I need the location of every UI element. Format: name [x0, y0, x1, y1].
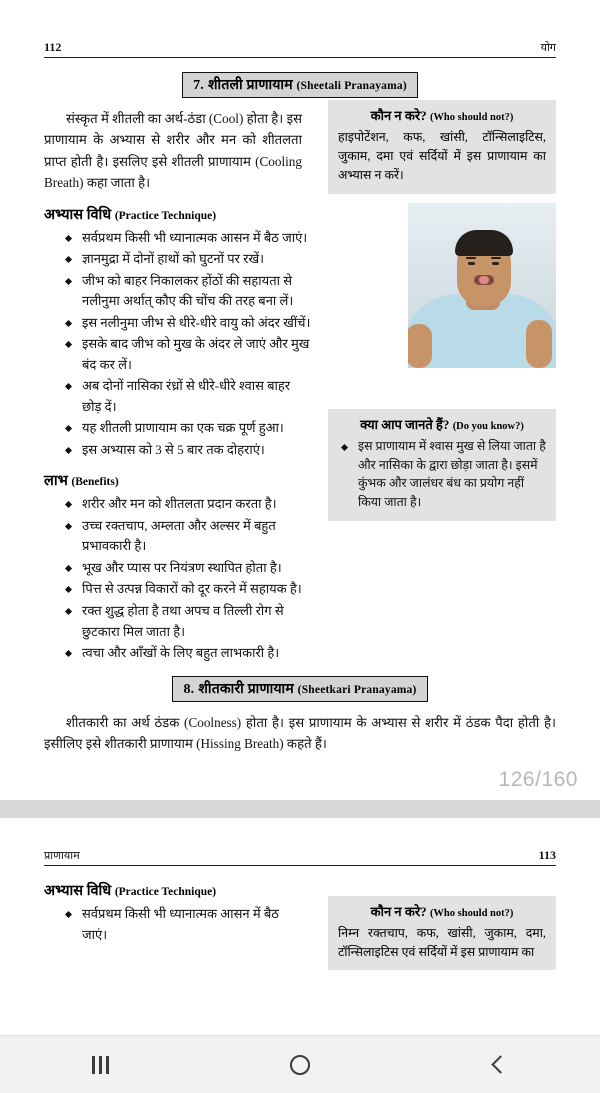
list-item: भूख और प्यास पर नियंत्रण स्थापित होता है। — [64, 558, 302, 579]
running-head: प्राणायाम — [44, 850, 80, 862]
list-item: त्वचा और आँखों के लिए बहुत लाभकारी है। — [64, 643, 302, 664]
list-item: इस अभ्यास को 3 से 5 बार तक दोहराएं। — [64, 440, 312, 461]
callout-who-title — [338, 106, 546, 124]
section-7-number: 7. — [193, 78, 205, 93]
section-7-left-column — [44, 108, 302, 194]
section-8-title-en: (Sheetkari Pranayama) — [297, 683, 417, 696]
sheetali-demo-photo — [408, 203, 556, 368]
page-folio: 112 — [44, 40, 62, 54]
section-8-title-wrap — [44, 676, 556, 702]
callout-know-title-hi: क्या आप जानते हैं? — [360, 417, 450, 432]
list-item: शरीर और मन को शीतलता प्रदान करता है। — [64, 494, 302, 515]
list-item: पित्त से उत्पन्न विकारों को दूर करने में सहायक है। — [64, 579, 302, 600]
benefits-list — [44, 494, 302, 663]
page-header — [44, 818, 556, 866]
benefits-heading-en: (Benefits) — [71, 476, 119, 489]
section-8-title — [172, 676, 427, 702]
section-7-title-wrap — [44, 72, 556, 98]
list-item: सर्वप्रथम किसी भी ध्यानात्मक आसन में बैठ जाएं। — [64, 904, 294, 945]
section-8-title-hi: शीतकारी प्राणायाम — [198, 681, 294, 697]
practice-steps-list — [44, 904, 294, 945]
callout-do-you-know — [328, 409, 556, 521]
list-item: यह शीतली प्राणायाम का एक चक्र पूर्ण हुआ। — [64, 418, 312, 439]
practice-technique-heading-hi: अभ्यास विधि — [44, 206, 112, 223]
page-header — [44, 0, 556, 58]
practice-steps-list — [44, 228, 312, 461]
callout-who-title-hi: कौन न करे? — [370, 904, 427, 919]
document-page-113 — [0, 818, 600, 1035]
callout-who-title — [338, 902, 546, 920]
back-button[interactable] — [465, 1045, 535, 1085]
section-8-intro: शीतकारी का अर्थ ठंडक (Coolness) होता है। इस प्राणायाम के अभ्यास से शरीर में ठंडक पैदा होती है। इसीलिए इसे शीतकारी प्राणायाम (Hissing Breath) कहते हैं। — [44, 714, 556, 751]
benefits-heading-hi: लाभ — [44, 473, 68, 490]
callout-know-title-en: (Do you know?) — [452, 421, 524, 432]
callout-who-text: निम्न रक्तचाप, कफ, खांसी, जुकाम, दमा, टॉन्सिलाइटिस एवं सर्दियों में इस प्राणायाम का — [338, 926, 546, 960]
recents-icon — [92, 1056, 109, 1074]
section-7-title-en: (Sheetali Pranayama) — [296, 80, 407, 92]
section-7-title-hi: शीतली प्राणायाम — [208, 78, 293, 93]
callout-who-title-hi: कौन न करे? — [370, 108, 427, 123]
home-icon — [290, 1055, 310, 1075]
section-8-number: 8. — [183, 681, 195, 697]
list-item: इस नलीनुमा जीभ से धीरे-धीरे वायु को अंदर खींचें। — [64, 313, 312, 334]
list-item: उच्च रक्तचाप, अम्लता और अल्सर में बहुत प्रभावकारी है। — [64, 516, 302, 557]
callout-who-should-not — [328, 896, 556, 970]
practice-technique-heading-en: (Practice Technique) — [114, 886, 217, 898]
running-head: योग — [540, 42, 556, 54]
section-7-title — [182, 72, 418, 98]
callout-know-list — [338, 437, 546, 511]
page-counter: 126/160 — [498, 768, 578, 791]
list-item: रक्त शुद्ध होता है तथा अपच व तिल्ली रोग से छुटकारा मिल जाता है। — [64, 601, 302, 642]
practice-technique-heading-en: (Practice Technique) — [114, 209, 217, 222]
practice-technique-heading-hi: अभ्यास विधि — [44, 883, 112, 899]
system-navigation-bar — [0, 1035, 600, 1093]
list-item: सर्वप्रथम किसी भी ध्यानात्मक आसन में बैठ जाएं। — [64, 228, 312, 249]
list-item: ज्ञानमुद्रा में दोनों हाथों को घुटनों पर रखें। — [64, 249, 312, 270]
callout-know-title — [338, 415, 546, 433]
page-folio: 113 — [538, 848, 556, 862]
callout-who-title-en: (Who should not?) — [429, 908, 514, 919]
recents-button[interactable] — [65, 1045, 135, 1085]
list-item: इस प्राणायाम में श्वास मुख से लिया जाता है और नासिका के द्वारा छोड़ा जाता है। इसमें कुंभक और जालंधर बंध का प्रयोग नहीं किया जाता है। — [340, 437, 546, 511]
list-item: इसके बाद जीभ को मुख के अंदर ले जाएं और मुख बंद कर लें। — [64, 334, 312, 375]
section-7-intro: संस्कृत में शीतली का अर्थ-ठंडा (Cool) होता है। इस प्राणायाम के अभ्यास से शरीर और मन को शीतलता प्राप्त होती है। इसलिए इसे शीतली प्राणायाम (Cooling Breath) कहा जाता है। — [44, 111, 302, 191]
page-separator — [0, 800, 600, 818]
home-button[interactable] — [265, 1045, 335, 1085]
callout-who-title-en: (Who should not?) — [429, 112, 514, 123]
list-item: जीभ को बाहर निकालकर होंठों की सहायता से नलीनुमा अर्थात् कौए की चोंच की तरह बना लें। — [64, 271, 312, 312]
back-chevron-icon — [491, 1055, 509, 1073]
list-item: अब दोनों नासिका रंध्रों से धीरे-धीरे श्वास बाहर छोड़ दें। — [64, 376, 312, 417]
callout-who-text: हाइपोटेंशन, कफ, खांसी, टॉन्सिलाइटिस, जुकाम, दमा एवं सर्दियों में इस प्राणायाम का अभ्यास न करें। — [338, 130, 546, 183]
callout-who-should-not — [328, 100, 556, 194]
